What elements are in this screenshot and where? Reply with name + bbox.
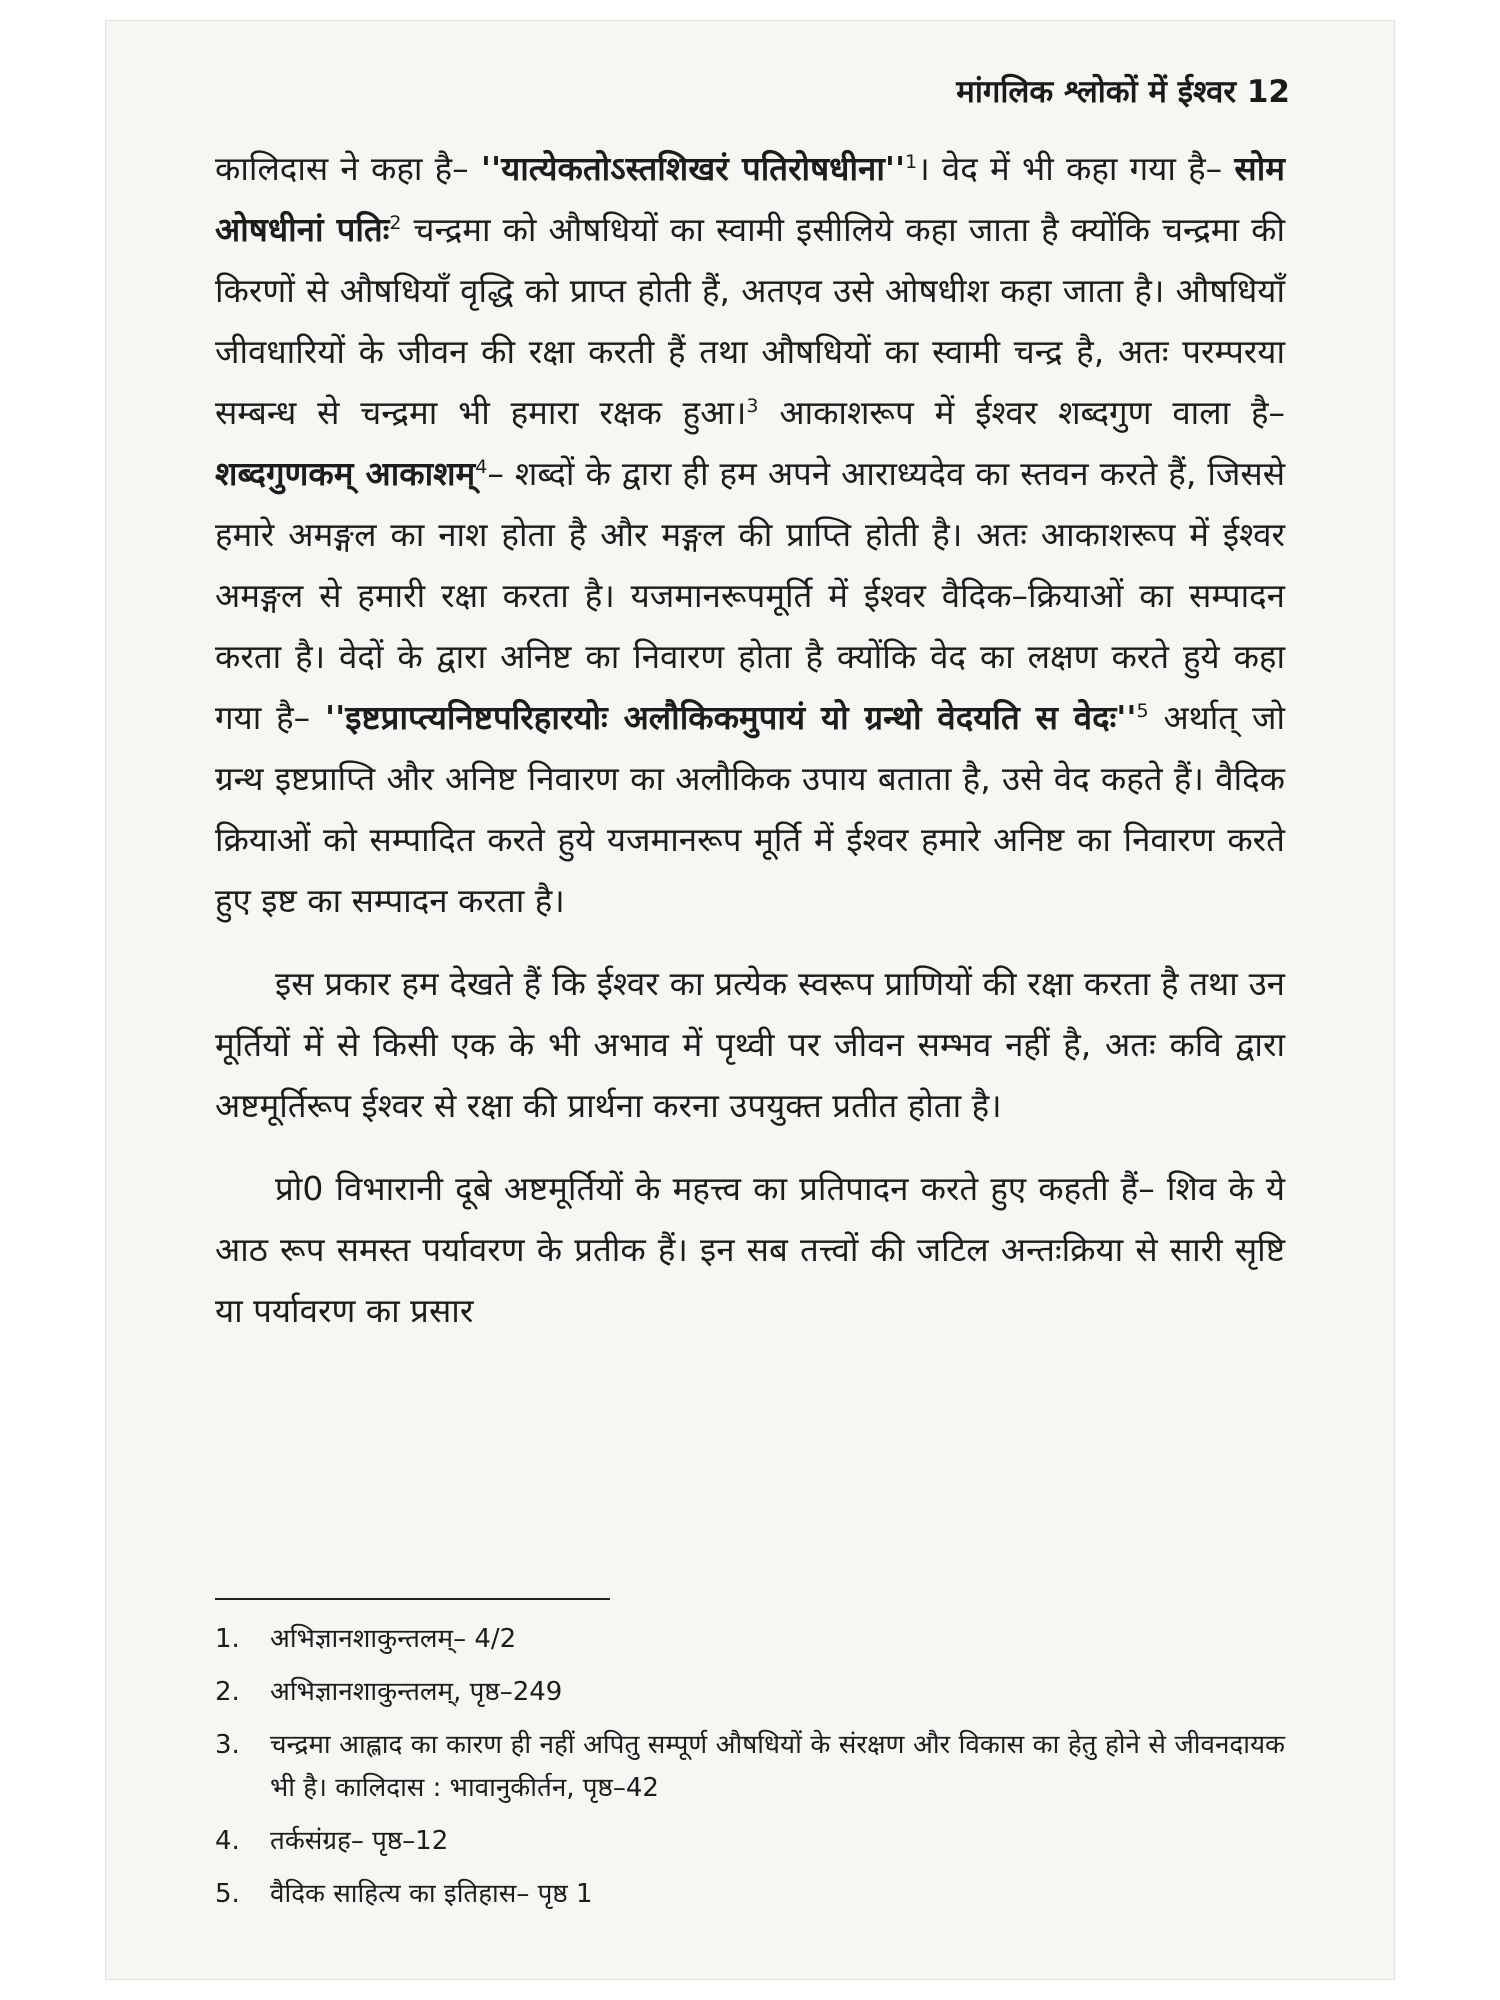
p1-text-3: चन्द्रमा को औषधियों का स्वामी इसीलिये कहा जाता है क्योंकि चन्द्रमा की किरणों से औषधियाँ वृद्धि को प्राप्त होती हैं, अतएव उसे ओषधीश कहा जाता है। औषधियाँ जीवधारियों के जीवन की रक्षा करती हैं तथा औषधियों का स्वामी चन्द्र है, अतः परम्परया सम्बन्ध से चन्द्रमा भी हमारा रक्षक हुआ। [215, 210, 1285, 432]
p1-text-5: – शब्दों के द्वारा ही हम अपने आराध्यदेव का स्तवन करते हैं, जिससे हमारे अमङ्गल का नाश होता है और मङ्गल की प्राप्ति होती है। अतः आकाशरूप में ईश्वर अमङ्गल से हमारी रक्षा करता है। यजमानरूपमूर्ति में ईश्वर वैदिक–क्रियाओं का सम्पादन करता है। वेदों के द्वारा अनिष्ट का निवारण होता है क्योंकि वेद का लक्षण करते हुये कहा गया है– [215, 454, 1285, 737]
quote-veda: सोम ओषधीनां पतिः [215, 149, 1285, 249]
p1-text-4: आकाशरूप में ईश्वर शब्दगुण वाला है– [758, 393, 1285, 432]
running-head: मांगलिक श्लोकों में ईश्वर 12 [956, 74, 1290, 110]
footnote-number: 3. [215, 1730, 240, 1760]
footnote-number: 1. [215, 1624, 240, 1654]
p1-text-2: । वेद में भी कहा गया है– [917, 149, 1235, 188]
paragraph-2: इस प्रकार हम देखते हैं कि ईश्वर का प्रत्येक स्वरूप प्राणियों की रक्षा करता है तथा उन मूर्तियों में से किसी एक के भी अभाव में पृथ्वी पर जीवन सम्भव नहीं है, अतः कवि द्वारा अष्टमूर्तिरूप ईश्वर से रक्षा की प्रार्थना करना उपयुक्त प्रतीत होता है। [215, 964, 1285, 1125]
book-page [105, 20, 1395, 1980]
paragraph-1 [215, 138, 1285, 931]
footnote-item [215, 1820, 1285, 1863]
footnote-item [215, 1724, 1285, 1810]
footnote-item [215, 1671, 1285, 1714]
footnote-text: तर्कसंग्रह– पृष्ठ–12 [270, 1826, 449, 1856]
footnote-number: 2. [215, 1677, 240, 1707]
footnote-number: 4. [215, 1826, 240, 1856]
footnote-text: अभिज्ञानशाकुन्तलम्, पृष्ठ–249 [270, 1677, 563, 1707]
quote-veda-definition: ''इष्टप्राप्त्यनिष्टपरिहारयोः अलौकिकमुपायं यो ग्रन्थो वेदयति स वेदः'' [325, 698, 1137, 737]
footnote-item [215, 1618, 1285, 1661]
p1-text-6: अर्थात् जो ग्रन्थ इष्टप्राप्ति और अनिष्ट निवारण का अलौकिक उपाय बताता है, उसे वेद कहते हैं। वैदिक क्रियाओं को सम्पादित करते हुये यजमानरूप मूर्ति में ईश्वर हमारे अनिष्ट का निवारण करते हुए इष्ट का सम्पादन करता है। [215, 698, 1285, 920]
footnote-number: 5. [215, 1879, 240, 1909]
footnote-item [215, 1873, 1285, 1916]
footnotes [215, 1618, 1285, 1926]
quote-akasha: शब्दगुणकम् आकाशम् [215, 454, 476, 493]
footnote-ref-3: 3 [746, 395, 759, 417]
footnote-ref-5: 5 [1136, 700, 1149, 722]
p1-text-1: कालिदास ने कहा है– [215, 149, 481, 188]
body-text [215, 138, 1285, 1341]
footnote-text: वैदिक साहित्य का इतिहास– पृष्ठ 1 [270, 1879, 593, 1909]
quote-kalidas: ''यात्येकतोऽस्तशिखरं पतिरोषधीना'' [480, 149, 906, 188]
paragraph-3: प्रो0 विभारानी दूबे अष्टमूर्तियों के महत्त्व का प्रतिपादन करते हुए कहती हैं– शिव के ये आठ रूप समस्त पर्यावरण के प्रतीक हैं। इन सब तत्त्वों की जटिल अन्तःक्रिया से सारी सृष्टि या पर्यावरण का प्रसार [215, 1169, 1285, 1330]
footnote-text: अभिज्ञानशाकुन्तलम्– 4/2 [270, 1624, 517, 1654]
footnote-divider [215, 1598, 610, 1600]
footnote-text: चन्द्रमा आह्लाद का कारण ही नहीं अपितु सम्पूर्ण औषधियों के संरक्षण और विकास का हेतु होने से जीवनदायक भी है। कालिदास : भावानुकीर्तन, पृष्ठ–42 [270, 1730, 1285, 1803]
footnote-ref-2: 2 [389, 212, 402, 234]
footnote-ref-1: 1 [905, 151, 918, 173]
footnote-ref-4: 4 [475, 456, 488, 478]
